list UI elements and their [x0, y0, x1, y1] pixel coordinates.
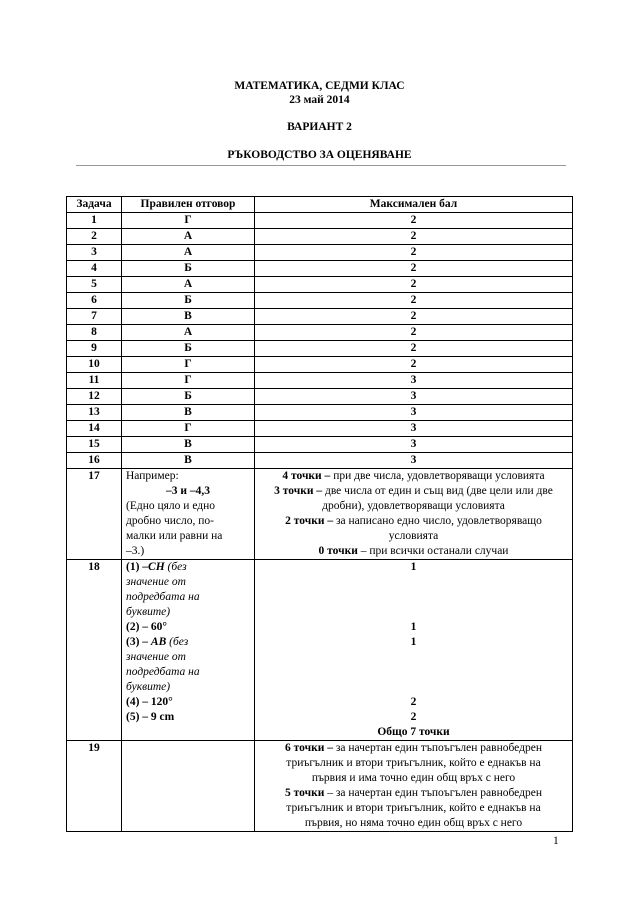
exam-date: 23 май 2014	[289, 94, 350, 106]
score-cell: 2	[255, 245, 573, 261]
answer-cell: Г	[122, 373, 255, 389]
task-number: 6	[67, 293, 122, 309]
score-cell: 2	[255, 309, 573, 325]
answer-cell: В	[122, 309, 255, 325]
task-number: 2	[67, 229, 122, 245]
task-number: 5	[67, 277, 122, 293]
answer-cell: В	[122, 437, 255, 453]
table-row	[67, 309, 573, 325]
score-cell: 2	[255, 341, 573, 357]
table-row	[67, 293, 573, 309]
answer-cell: А	[122, 277, 255, 293]
guide-title: РЪКОВОДСТВО ЗА ОЦЕНЯВАНЕ	[227, 149, 412, 161]
table-row	[67, 421, 573, 437]
table-row-18	[67, 560, 573, 741]
subject-title: МАТЕМАТИКА, СЕДМИ КЛАС	[234, 80, 405, 92]
total-points: Общо 7 точки	[377, 726, 450, 738]
answer-cell: Г	[122, 421, 255, 437]
score-cell: 3	[255, 373, 573, 389]
answer-cell: Б	[122, 293, 255, 309]
score-cell: 2	[255, 229, 573, 245]
task-number: 11	[67, 373, 122, 389]
answer-cell: Б	[122, 389, 255, 405]
answer-cell: А	[122, 245, 255, 261]
table-row-19	[67, 741, 573, 832]
table-row	[67, 405, 573, 421]
col-header-answer: Правилен отговор	[122, 197, 255, 213]
score-cell: 2	[255, 357, 573, 373]
answer-cell: Г	[122, 357, 255, 373]
table-row	[67, 357, 573, 373]
answer-cell: Б	[122, 261, 255, 277]
task-number: 9	[67, 341, 122, 357]
table-row	[67, 229, 573, 245]
score-cell: 1 1 1 2 2 Общо 7 точки	[255, 560, 573, 741]
table-row	[67, 389, 573, 405]
task-number: 13	[67, 405, 122, 421]
variant-title: ВАРИАНТ 2	[287, 121, 352, 133]
col-header-task: Задача	[67, 197, 122, 213]
answer-cell: А	[122, 325, 255, 341]
score-cell: 2	[255, 277, 573, 293]
answer-cell	[122, 741, 255, 832]
col-header-max-score: Максимален бал	[255, 197, 573, 213]
table-row	[67, 245, 573, 261]
table-row	[67, 373, 573, 389]
score-cell: 3	[255, 437, 573, 453]
score-cell: 2	[255, 325, 573, 341]
task-number: 18	[67, 560, 122, 741]
score-cell: 2	[255, 261, 573, 277]
task-number: 8	[67, 325, 122, 341]
score-cell: 2	[255, 293, 573, 309]
task-number: 1	[67, 213, 122, 229]
table-row	[67, 437, 573, 453]
answer-cell: (1) –CH (без значение от подредбата на буквите) (2) – 60° (3) – AB (без значение от подредбата на буквите) (4) – 120° (5) – 9 cm	[122, 560, 255, 741]
score-cell: 3	[255, 453, 573, 469]
task-number: 12	[67, 389, 122, 405]
answer-cell: В	[122, 405, 255, 421]
answer-cell: В	[122, 453, 255, 469]
score-cell: 3	[255, 421, 573, 437]
score-cell: 6 точки – за начертан един тъпоъгълен равнобедрен триъгълник и втори триъгълник, който е еднакъв на първия и има точно един общ връх с него 5 точки – за начертан един тъпоъгълен равнобедрен триъгълник и втори триъгълник, който е еднакъв на първия, но няма точно един общ връх с него	[255, 741, 573, 832]
task-number: 15	[67, 437, 122, 453]
table-row	[67, 261, 573, 277]
table-row-17	[67, 469, 573, 560]
answer-cell: А	[122, 229, 255, 245]
answer-cell: Г	[122, 213, 255, 229]
table-header-row	[67, 197, 573, 213]
table-row	[67, 277, 573, 293]
header-divider	[76, 165, 566, 166]
answer-table	[66, 196, 573, 832]
table-row	[67, 213, 573, 229]
score-cell: 3	[255, 405, 573, 421]
task-number: 19	[67, 741, 122, 832]
task-number: 16	[67, 453, 122, 469]
score-cell: 2	[255, 213, 573, 229]
answer-cell: Например: –3 и –4,3 (Едно цяло и едно дробно число, по- малки или равни на –3.)	[122, 469, 255, 560]
task-number: 3	[67, 245, 122, 261]
score-cell: 3	[255, 389, 573, 405]
table-row	[67, 341, 573, 357]
table-row	[67, 325, 573, 341]
task-number: 7	[67, 309, 122, 325]
task-number: 10	[67, 357, 122, 373]
score-cell: 4 точки – при две числа, удовлетворяващи условията 3 точки – две числа от един и същ вид (две цели или две дробни), удовлетворяващи условията 2 точки – за написано едно число, удовлетворяващо условията 0 точки – при всички останали случаи	[255, 469, 573, 560]
page-number: 1	[553, 835, 559, 847]
task-number: 14	[67, 421, 122, 437]
answer-cell: Б	[122, 341, 255, 357]
task-number: 4	[67, 261, 122, 277]
table-row	[67, 453, 573, 469]
task-number: 17	[67, 469, 122, 560]
